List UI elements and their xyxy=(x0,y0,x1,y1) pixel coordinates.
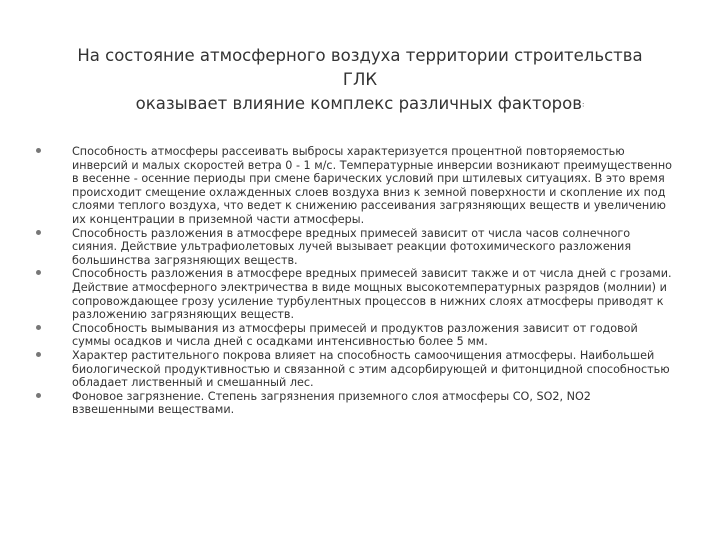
bullet-icon xyxy=(36,230,41,235)
bullet-icon xyxy=(36,325,41,330)
slide-title-suffix: : xyxy=(581,100,585,109)
factor-item-vegetation xyxy=(36,349,676,390)
bullet-icon xyxy=(36,352,41,357)
factor-item-background-pollution xyxy=(36,390,676,417)
factor-text: Фоновое загрязнение. Степень загрязнения приземного слоя атмосферы CO, SO2, NO2 взвешенными веществами. xyxy=(72,389,591,417)
factor-text: Способность разложения в атмосфере вредных примесей зависит также и от числа дней с грозами. Действие атмосферного электричества в виде мощных высокотемпературных разрядов (молнии) и сопровождающее грозу усиление турбулентных процессов в нижних слоях атмосферы приводят к разложению загрязняющих веществ. xyxy=(72,267,672,322)
factor-item-thunderstorms xyxy=(36,267,676,321)
bullet-icon xyxy=(36,148,41,153)
bullet-icon xyxy=(36,393,41,398)
factor-text: Способность разложения в атмосфере вредных примесей зависит от числа часов солнечного сияния. Действие ультрафиолетовых лучей вызывает реакции фотохимического разложения большинства загрязняющих веществ. xyxy=(72,226,632,267)
factor-list xyxy=(36,145,676,417)
factor-item-precipitation xyxy=(36,322,676,349)
factor-text: Характер растительного покрова влияет на способность самоочищения атмосферы. Наибольшей биологической продуктивностью и связанной с этим адсорбирующей и фитонцидной способностью обладает лиственный и смешанный лес. xyxy=(72,348,670,390)
slide-title-line-2-text: оказывает влияние комплекс различных факторов xyxy=(135,94,582,113)
factor-item-dispersion xyxy=(36,145,676,227)
bullet-icon xyxy=(36,270,41,275)
slide-title-line-2 xyxy=(60,92,660,117)
slide-title-line-1: На состояние атмосферного воздуха территории строительства ГЛК xyxy=(77,46,643,89)
factor-text: Способность вымывания из атмосферы примесей и продуктов разложения зависит от годовой суммы осадков и числа дней с осадками интенсивностью более 5 мм. xyxy=(72,321,638,349)
factor-item-sunshine xyxy=(36,227,676,268)
factor-text: Способность атмосферы рассеивать выбросы характеризуется процентной повторяемостью инверсий и малых скоростей ветра 0 - 1 м/с. Температурные инверсии возникают преимущественно в весенне - осенние периоды при смене барических условий при штилевых ситуациях. В это время происходит смещение охлажденных слоев воздуха вниз к земной поверхности и скопление их под слоями теплого воздуха, что ведет к снижению рассеивания загрязняющих веществ и увеличению их концентрации в приземной части атмосферы. xyxy=(72,145,672,226)
slide-title xyxy=(60,44,660,117)
